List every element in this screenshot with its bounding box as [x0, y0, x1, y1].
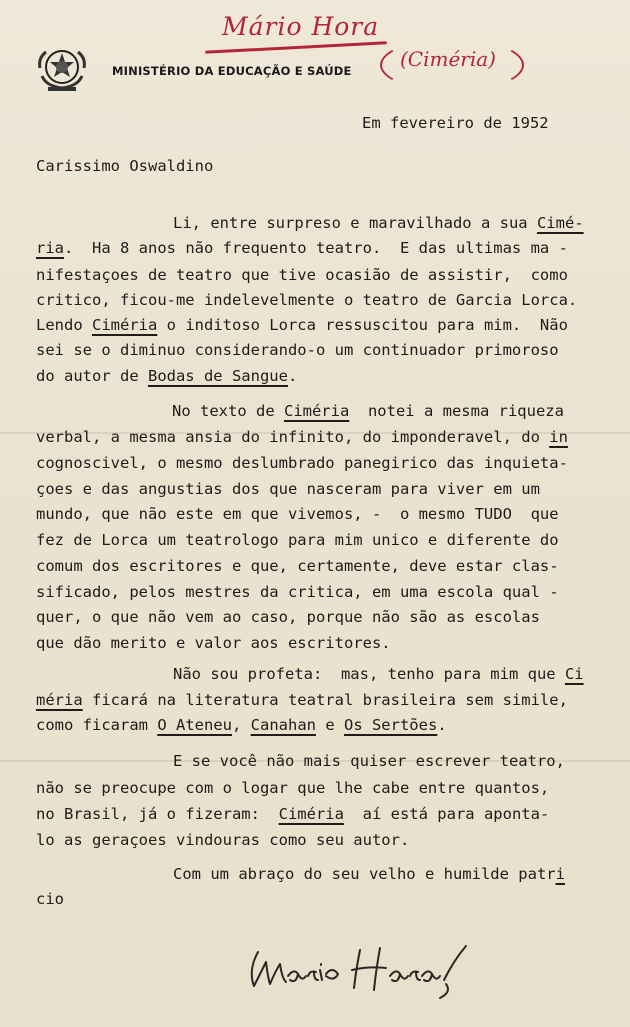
letter-date: Em fevereiro de 1952: [362, 114, 549, 132]
p1-line-3: nifestaçoes de teatro que tive ocasião de assistir, como: [36, 266, 568, 284]
p2-line-2: verbal, a mesma ansia do infinito, do imponderavel, do in: [36, 428, 568, 446]
p3-line-2: méria ficará na literatura teatral brasileira sem simile,: [36, 691, 568, 709]
p3-line-3: como ficaram O Ateneu, Canahan e Os Sertões.: [36, 716, 447, 734]
p2-line-10: que dão merito e valor aos escritores.: [36, 634, 391, 652]
p2-line-5: mundo, que não este em que vivemos, - o mesmo TUDO que: [36, 505, 559, 523]
p4-line-1: E se você não mais quiser escrever teatro,: [173, 752, 565, 770]
handwritten-tag-annotation: (Ciméria): [400, 47, 496, 71]
p1-line-1: Li, entre surpreso e maravilhado a sua Cimé-: [173, 214, 584, 232]
p2-line-7: comum dos escritores e que, certamente, deve estar clas-: [36, 557, 559, 575]
p1-line-7: do autor de Bodas de Sangue.: [36, 367, 298, 385]
closing-line-2: cio: [36, 890, 64, 908]
p4-line-3: no Brasil, já o fizeram: Ciméria aí está para aponta-: [36, 805, 550, 823]
handwritten-signature: [240, 940, 480, 1000]
closing-line-1: Com um abraço do seu velho e humilde patri: [173, 865, 565, 883]
p1-line-5: Lendo Ciméria o inditoso Lorca ressuscitou para mim. Não: [36, 316, 568, 334]
p4-line-2: não se preocupe com o logar que lhe cabe entre quantos,: [36, 779, 550, 797]
p1-line-6: sei se o diminuo considerando-o um continuador primoroso: [36, 341, 559, 359]
handwritten-underline: [205, 41, 387, 54]
coat-of-arms-icon: [36, 46, 88, 92]
ministry-letterhead: MINISTÉRIO DA EDUCAÇÃO E SAÚDE: [112, 64, 352, 78]
p2-line-3: cognoscivel, o mesmo deslumbrado panegirico das inquieta-: [36, 454, 568, 472]
p2-line-4: çoes e das angustias dos que nasceram para viver em um: [36, 480, 540, 498]
p2-line-9: quer, o que não vem ao caso, porque não são as escolas: [36, 608, 540, 626]
p2-line-1: No texto de Ciméria notei a mesma riqueza: [172, 402, 564, 420]
p2-line-6: fez de Lorca um teatrologo para mim unico e diferente do: [36, 531, 559, 549]
p4-line-4: lo as geraçoes vindouras como seu autor.: [36, 831, 410, 849]
p1-line-4: critico, ficou-me indelevelmente o teatro de Garcia Lorca.: [36, 291, 578, 309]
handwritten-name-annotation: Mário Hora: [222, 12, 380, 41]
p3-line-1: Não sou profeta: mas, tenho para mim que Ci: [173, 665, 584, 683]
salutation: Carissimo Oswaldino: [36, 157, 214, 175]
p2-line-8: sificado, pelos mestres da critica, em uma escola qual -: [36, 583, 559, 601]
p1-line-2: ria. Ha 8 anos não frequento teatro. E das ultimas ma -: [36, 239, 568, 257]
